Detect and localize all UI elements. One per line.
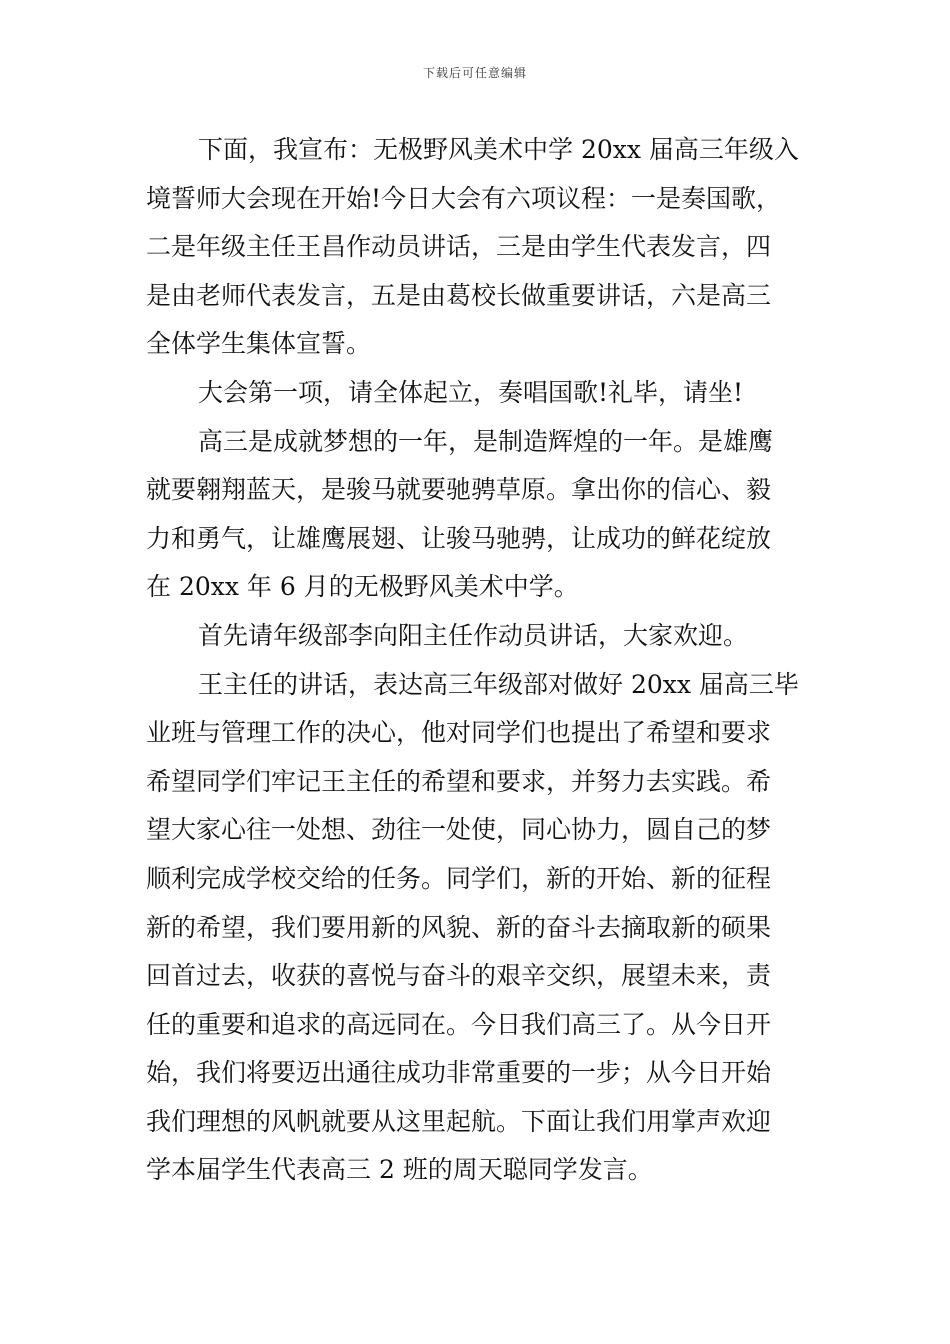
document-body — [146, 126, 814, 1195]
paragraph-2 — [146, 369, 814, 418]
text-line: 我们理想的风帆就要从这里起航。下面让我们用掌声欢迎 — [146, 1106, 772, 1136]
paragraph-5 — [146, 661, 814, 1196]
text-line: 任的重要和追求的高远同在。今日我们高三了。从今日开 — [146, 1009, 772, 1039]
text-line: 大会第一项，请全体起立，奏唱国歌!礼毕，请坐! — [198, 377, 744, 407]
text-line: 希望同学们牢记王主任的希望和要求，并努力去实践。希 — [146, 766, 772, 796]
text-line: 下面，我宣布：无极野风美术中学 20xx 届高三年级入 — [198, 135, 799, 164]
paragraph-3 — [146, 418, 814, 612]
text-line: 业班与管理工作的决心，他对同学们也提出了希望和要求 — [146, 718, 772, 748]
text-line: 顺利完成学校交给的任务。同学们，新的开始、新的征程 — [146, 863, 772, 893]
text-line: 高三是成就梦想的一年，是制造辉煌的一年。是雄鹰 — [198, 426, 774, 456]
text-line: 全体学生集体宣誓。 — [146, 329, 372, 359]
text-line: 力和勇气，让雄鹰展翅、让骏马驰骋，让成功的鲜花绽放 — [146, 523, 772, 553]
text-line: 二是年级主任王昌作动员讲话，三是由学生代表发言，四 — [146, 232, 772, 262]
page-header: 下载后可任意编辑 — [422, 66, 527, 80]
text-line: 望大家心往一处想、劲往一处使，同心协力，圆自己的梦 — [146, 815, 772, 845]
text-line: 回首过去，收获的喜悦与奋斗的艰辛交织，展望未来，责 — [146, 961, 772, 991]
paragraph-4 — [146, 612, 814, 661]
text-line: 就要翱翔蓝天，是骏马就要驰骋草原。拿出你的信心、毅 — [146, 475, 772, 505]
text-line: 王主任的讲话，表达高三年级部对做好 20xx 届高三毕 — [198, 669, 799, 699]
text-line: 是由老师代表发言，五是由葛校长做重要讲话，六是高三 — [146, 280, 772, 310]
text-line: 始，我们将要迈出通往成功非常重要的一步；从今日开始 — [146, 1058, 772, 1088]
text-line: 学本届学生代表高三 2 班的周天聪同学发言。 — [146, 1155, 653, 1185]
text-line: 在 20xx 年 6 月的无极野风美术中学。 — [146, 572, 579, 602]
text-line: 新的希望，我们要用新的风貌、新的奋斗去摘取新的硕果 — [146, 912, 772, 942]
paragraph-1 — [146, 126, 814, 369]
text-line: 境誓师大会现在开始!今日大会有六项议程：一是奏国歌， — [146, 183, 782, 213]
text-line: 首先请年级部李向阳主任作动员讲话，大家欢迎。 — [198, 620, 749, 650]
